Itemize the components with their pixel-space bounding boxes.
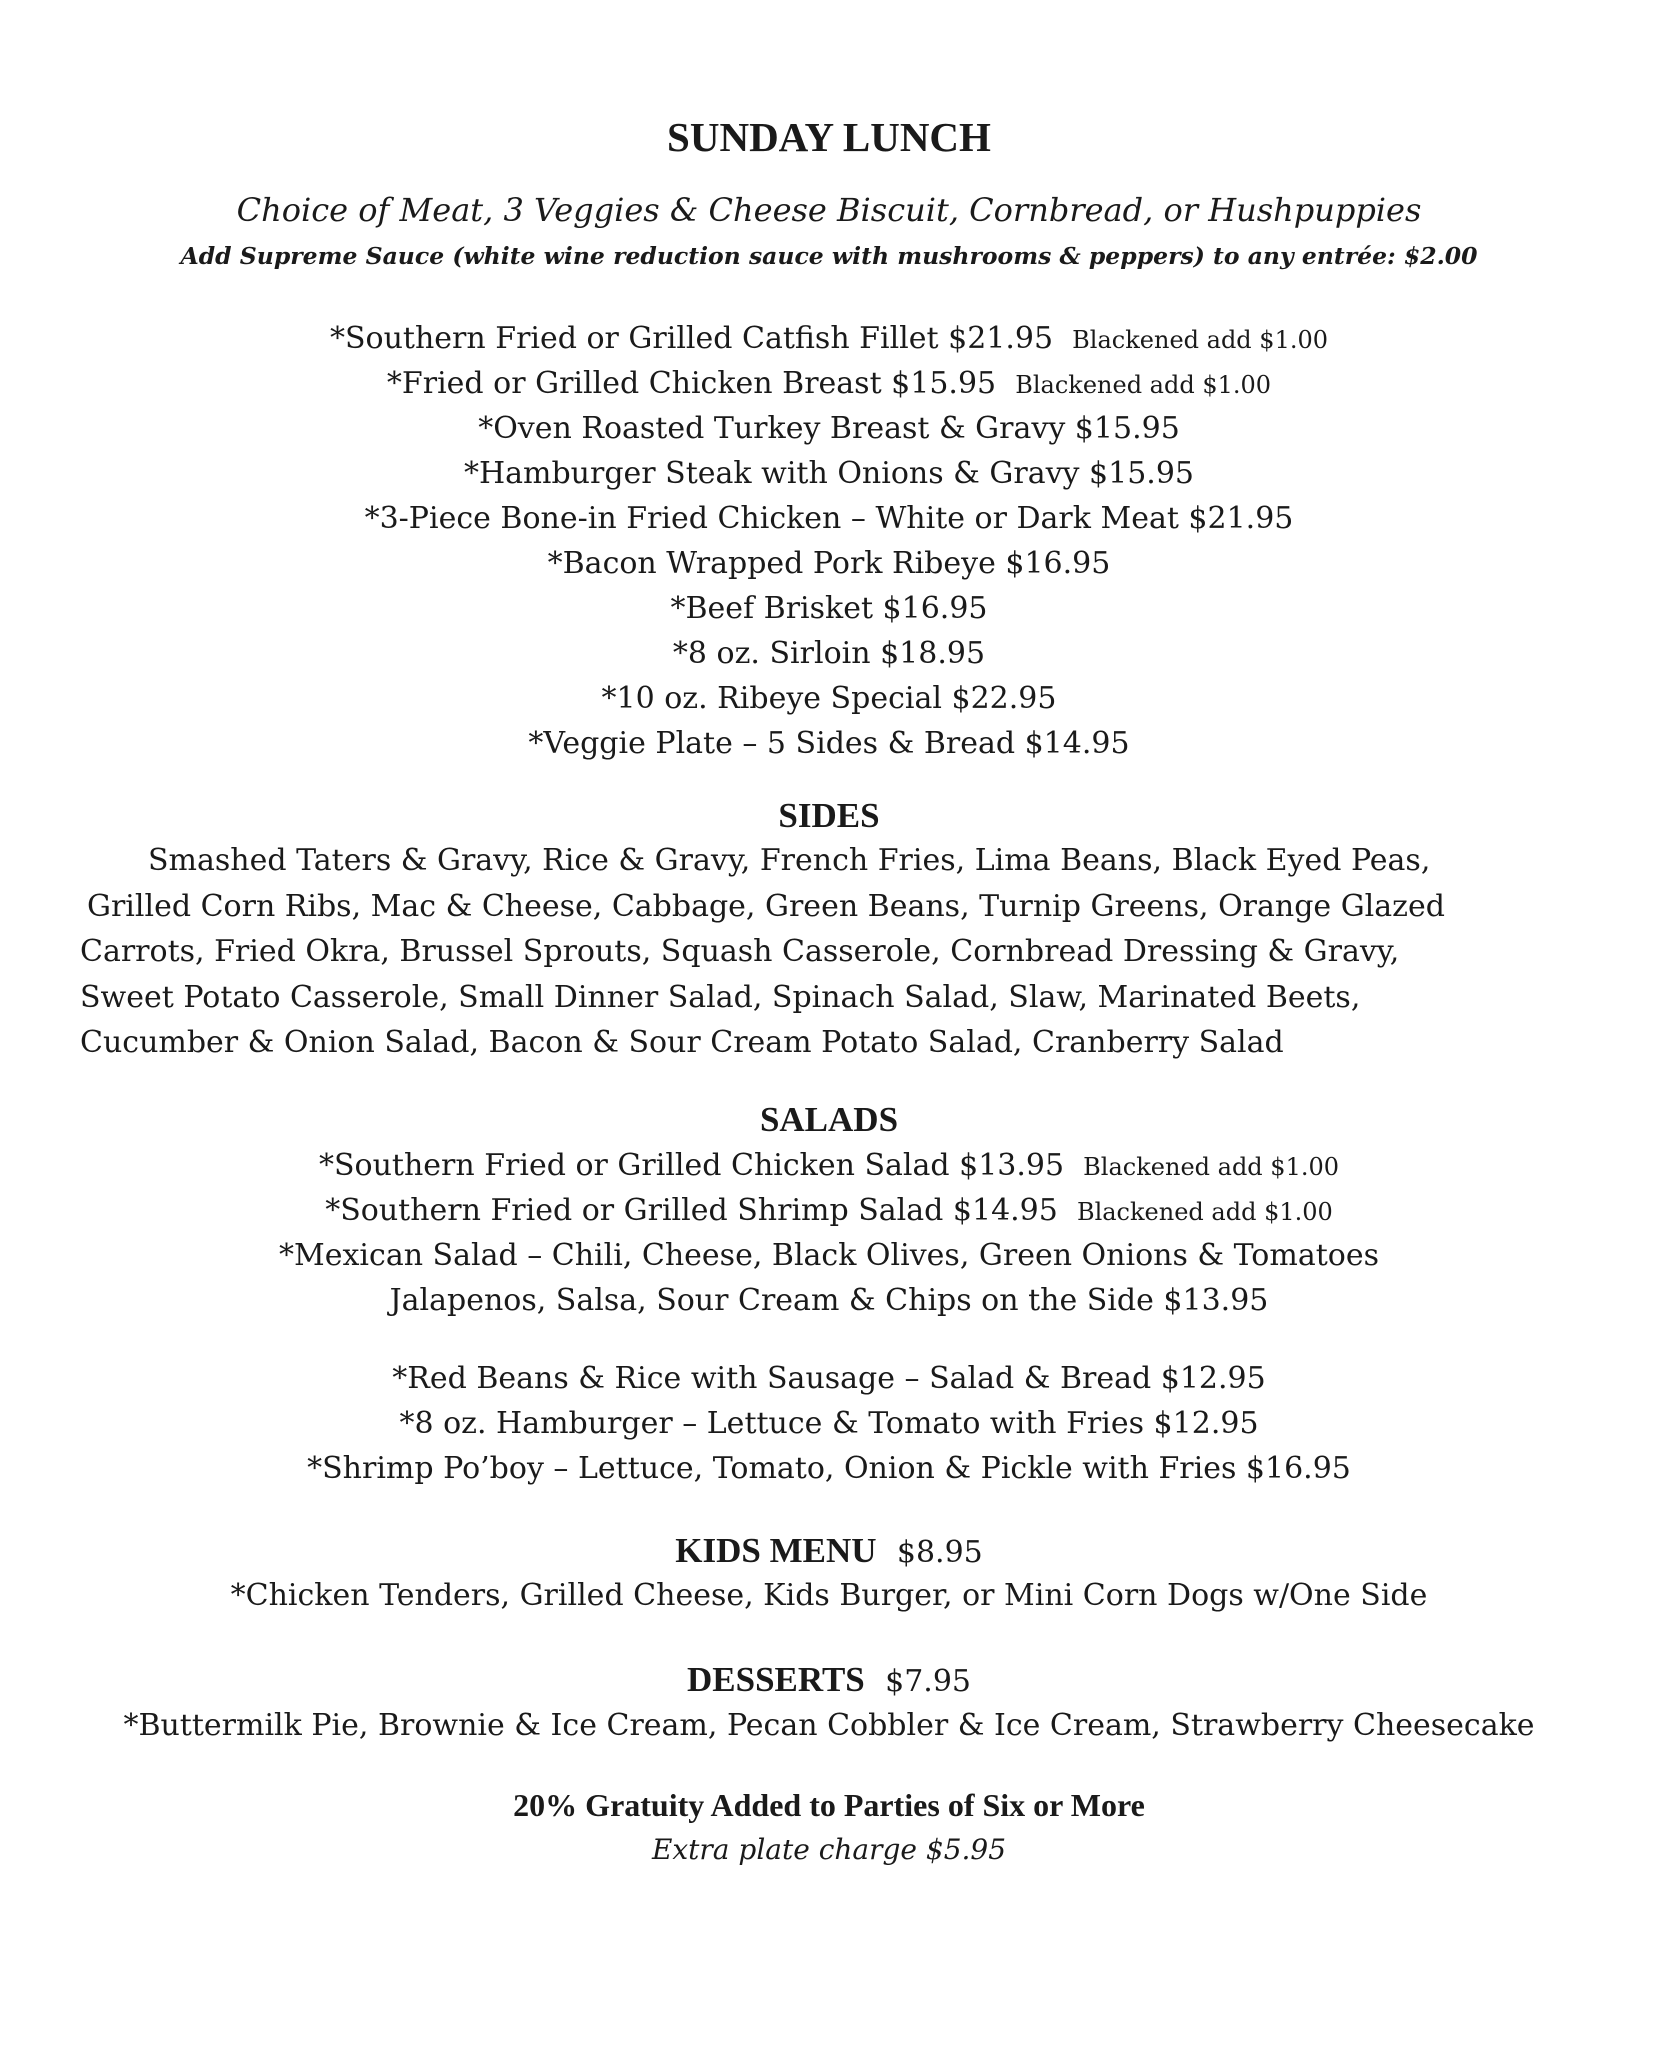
kids-menu-items: *Chicken Tenders, Grilled Cheese, Kids Burger, or Mini Corn Dogs w/One Side xyxy=(230,1578,1428,1613)
desserts-items: *Buttermilk Pie, Brownie & Ice Cream, Pecan Cobbler & Ice Cream, Strawberry Cheesecake xyxy=(123,1708,1535,1743)
extra-plate-note: Extra plate charge $5.95 xyxy=(651,1833,1007,1866)
sides-line: Grilled Corn Ribs, Mac & Cheese, Cabbage, Green Beans, Turnip Greens, Orange Glazed xyxy=(87,888,1445,924)
kids-menu-price: $8.95 xyxy=(896,1535,983,1570)
salad-item: *Southern Fried or Grilled Chicken Salad $13.95 Blackened add $1.00 xyxy=(318,1148,1340,1183)
desserts-list xyxy=(0,1703,1658,1748)
menu-subtitle: Choice of Meat, 3 Veggies & Cheese Biscuit, Cornbread, or Hushpuppies xyxy=(236,191,1422,229)
menu-title: SUNDAY LUNCH xyxy=(667,114,991,160)
entree-item: *Fried or Grilled Chicken Breast $15.95 Blackened add $1.00 xyxy=(386,366,1272,401)
salad-item: Jalapenos, Salsa, Sour Cream & Chips on the Side $13.95 xyxy=(389,1283,1269,1318)
salads-list xyxy=(0,1143,1658,1323)
salads-heading: SALADS xyxy=(759,1100,899,1139)
entree-list xyxy=(0,316,1658,766)
supreme-sauce-note: Add Supreme Sauce (white wine reduction sauce with mushrooms & peppers) to any entrée: $2.00 xyxy=(180,242,1478,270)
other-items-list xyxy=(0,1356,1658,1491)
entree-item: *10 oz. Ribeye Special $22.95 xyxy=(601,681,1057,716)
entree-item: *Oven Roasted Turkey Breast & Gravy $15.95 xyxy=(478,411,1180,446)
sides-line: Smashed Taters & Gravy, Rice & Gravy, French Fries, Lima Beans, Black Eyed Peas, xyxy=(148,843,1431,878)
sides-line: Carrots, Fried Okra, Brussel Sprouts, Squash Casserole, Cornbread Dressing & Gravy, xyxy=(80,934,1400,969)
desserts-title: DESSERTS xyxy=(687,1660,865,1699)
other-item: *Shrimp Po’boy – Lettuce, Tomato, Onion & Pickle with Fries $16.95 xyxy=(307,1451,1351,1486)
sides-line: Sweet Potato Casserole, Small Dinner Salad, Spinach Salad, Slaw, Marinated Beets, xyxy=(80,979,1361,1015)
entree-item: *3-Piece Bone-in Fried Chicken – White or Dark Meat $21.95 xyxy=(364,501,1294,536)
desserts-heading xyxy=(0,1658,1658,1704)
entree-item: *Veggie Plate – 5 Sides & Bread $14.95 xyxy=(528,726,1130,761)
entree-item: *Beef Brisket $16.95 xyxy=(670,591,988,626)
sides-list xyxy=(80,838,1520,1066)
kids-menu-heading xyxy=(0,1529,1658,1575)
salad-item: *Mexican Salad – Chili, Cheese, Black Olives, Green Onions & Tomatoes xyxy=(279,1238,1379,1273)
entree-item: *Bacon Wrapped Pork Ribeye $16.95 xyxy=(547,546,1111,581)
entree-item: *8 oz. Sirloin $18.95 xyxy=(672,636,986,671)
gratuity-note: 20% Gratuity Added to Parties of Six or More xyxy=(513,1787,1145,1823)
sides-heading: SIDES xyxy=(778,796,880,835)
salad-item: *Southern Fried or Grilled Shrimp Salad $14.95 Blackened add $1.00 xyxy=(325,1193,1333,1228)
entree-item: *Hamburger Steak with Onions & Gravy $15.95 xyxy=(463,456,1194,491)
entree-item: *Southern Fried or Grilled Catfish Fillet $21.95 Blackened add $1.00 xyxy=(329,321,1329,356)
kids-menu-title: KIDS MENU xyxy=(675,1531,877,1570)
other-item: *8 oz. Hamburger – Lettuce & Tomato with Fries $12.95 xyxy=(399,1406,1259,1441)
other-item: *Red Beans & Rice with Sausage – Salad & Bread $12.95 xyxy=(392,1361,1266,1396)
kids-menu-list xyxy=(0,1573,1658,1618)
desserts-price: $7.95 xyxy=(885,1664,971,1699)
sides-line: Cucumber & Onion Salad, Bacon & Sour Cream Potato Salad, Cranberry Salad xyxy=(80,1025,1284,1060)
